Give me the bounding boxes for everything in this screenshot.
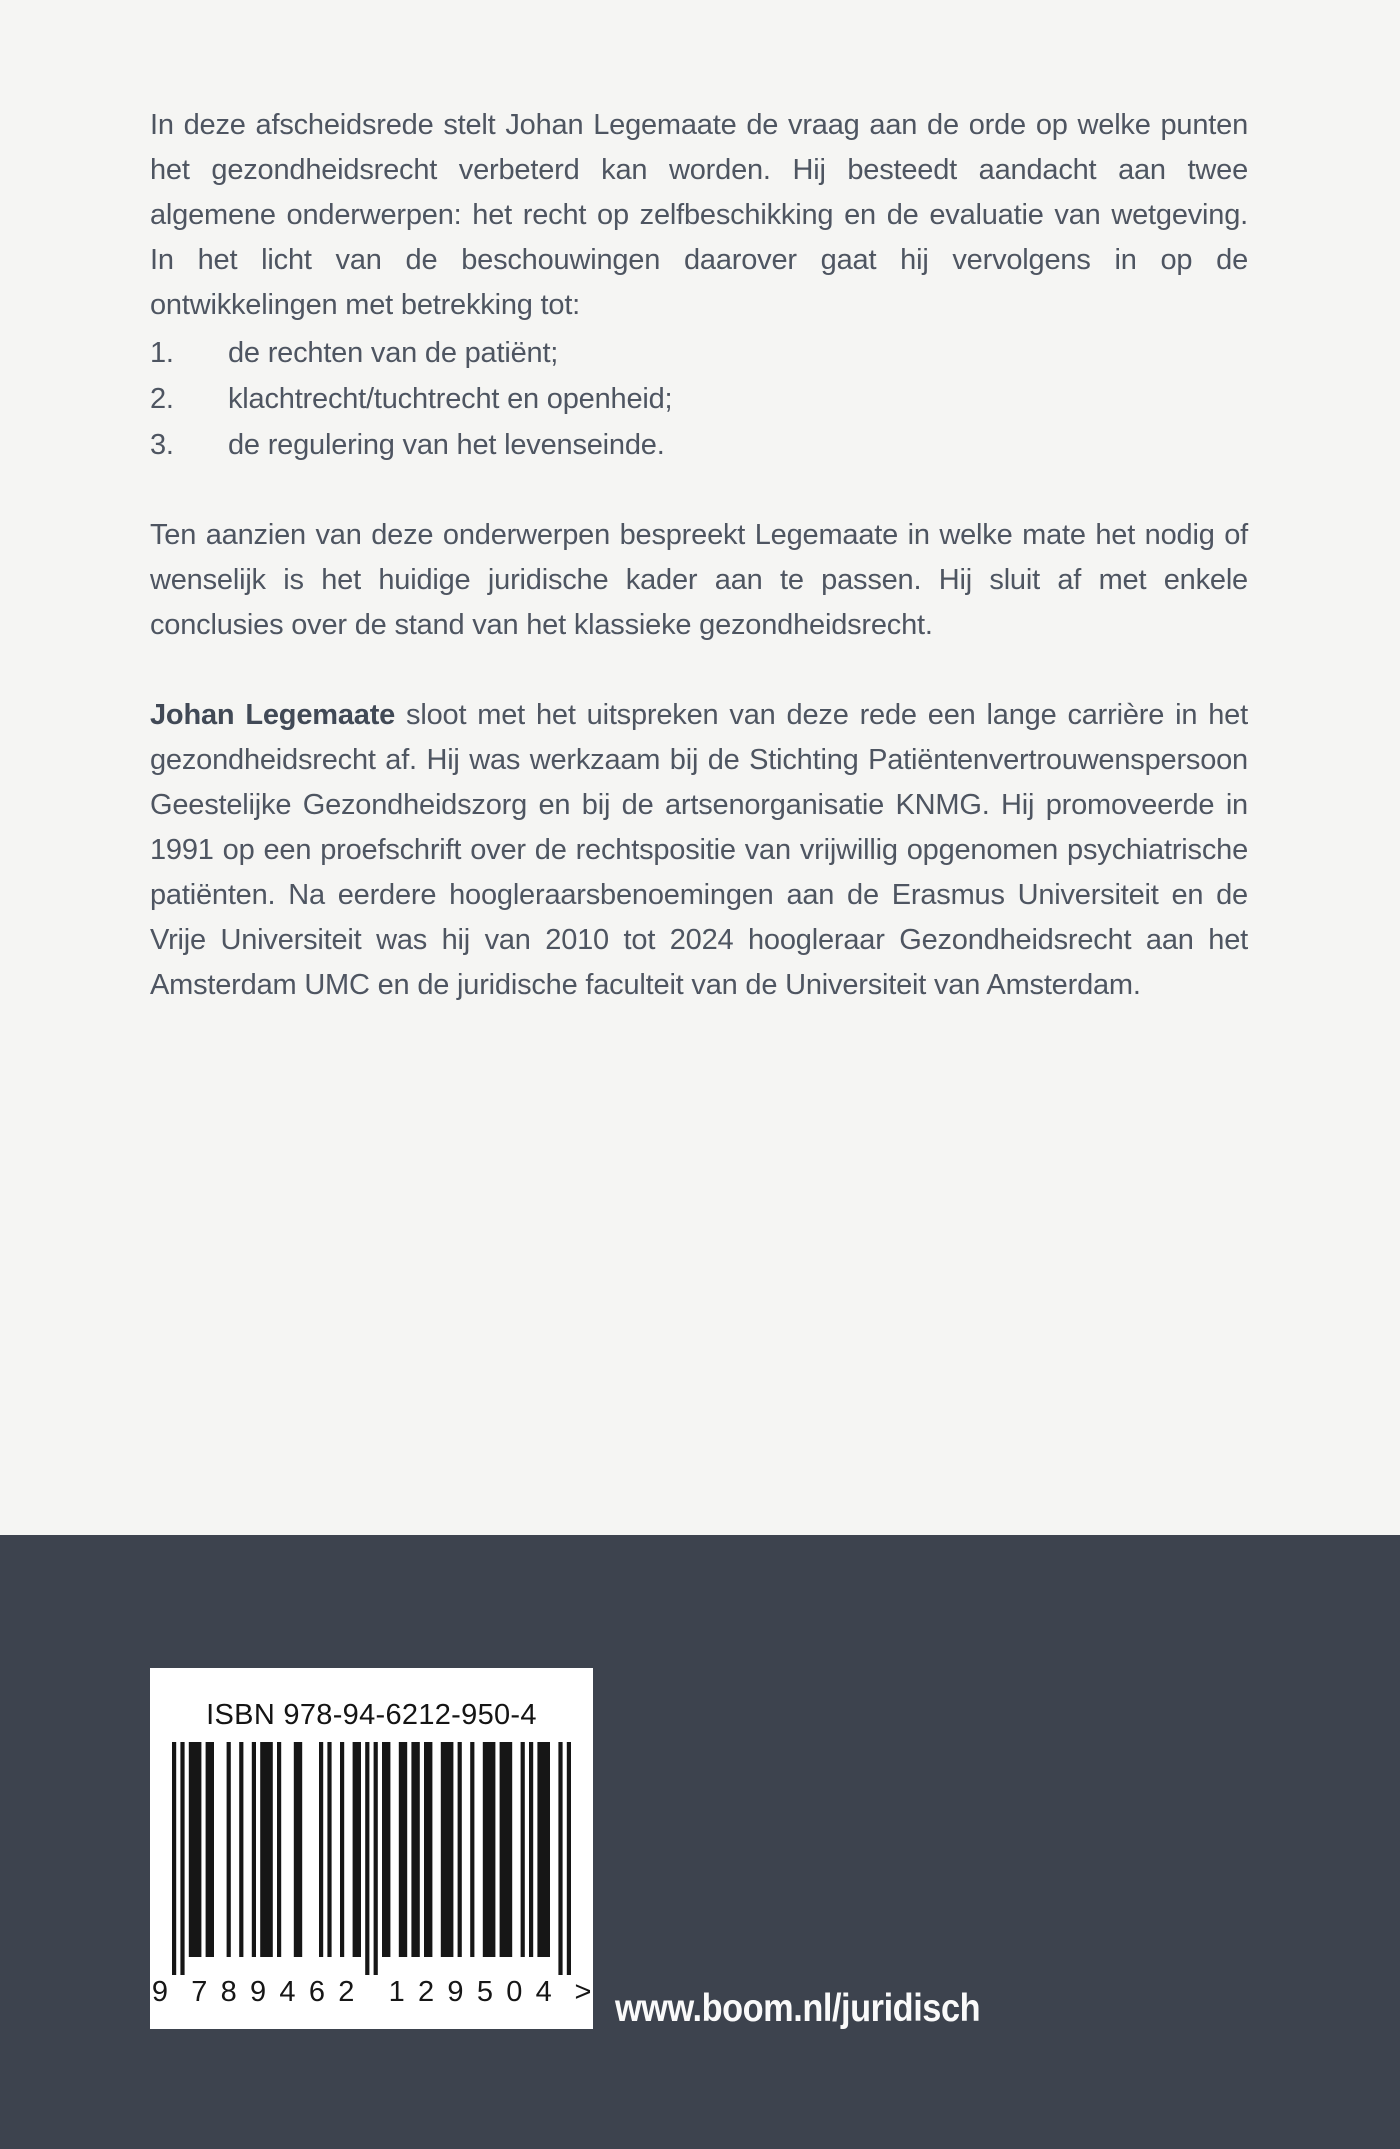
svg-text:5: 5 bbox=[476, 1976, 493, 2008]
svg-text:0: 0 bbox=[506, 1976, 523, 2008]
svg-text:2: 2 bbox=[418, 1976, 435, 2008]
list-item-number: 2. bbox=[150, 383, 174, 415]
svg-text:1: 1 bbox=[388, 1976, 405, 2008]
ean13-barcode-icon bbox=[150, 1742, 593, 2008]
blurb-paragraph-3 bbox=[150, 693, 1248, 1008]
svg-text:2: 2 bbox=[338, 1976, 355, 2008]
list-item bbox=[150, 376, 1248, 422]
svg-text:4: 4 bbox=[535, 1976, 552, 2008]
list-item-text: de rechten van de patiënt; bbox=[228, 337, 559, 369]
list-item-number: 3. bbox=[150, 429, 174, 461]
svg-text:6: 6 bbox=[308, 1976, 325, 2008]
list-item bbox=[150, 330, 1248, 376]
svg-text:9: 9 bbox=[250, 1976, 267, 2008]
svg-text:8: 8 bbox=[220, 1976, 237, 2008]
list-item-number: 1. bbox=[150, 337, 174, 369]
author-name: Johan Legemaate bbox=[150, 699, 396, 731]
svg-text:9: 9 bbox=[151, 1976, 169, 2008]
blurb-section bbox=[150, 103, 1248, 1053]
list-item bbox=[150, 422, 1248, 468]
topics-list bbox=[150, 330, 1248, 468]
publisher-url: www.boom.nl/juridisch bbox=[615, 1987, 981, 2030]
blurb-paragraph-2: Ten aanzien van deze onderwerpen bespreekt Legemaate in welke mate het nodig of wenselijk is het huidige juridische kader aan te passen. Hij sluit af met enkele conclusies over de stand van het klassieke gezondheidsrecht. bbox=[150, 519, 1248, 641]
svg-text:9: 9 bbox=[447, 1976, 464, 2008]
list-item-text: klachtrecht/tuchtrecht en openheid; bbox=[228, 383, 673, 415]
svg-text:>: > bbox=[574, 1976, 592, 2008]
svg-text:7: 7 bbox=[191, 1976, 208, 2008]
author-bio: sloot met het uitspreken van deze rede een lange carrière in het gezondheidsrecht af. Hij was werkzaam bij de Stichting Patiëntenvertrouwenspersoon Geestelijke Gezondheidszorg en bij de artsenorganisatie KNMG. Hij promoveerde in 1991 op een proefschrift over de rechtspositie van vrijwillig opgenomen psychiatrische patiënten. Na eerdere hoogleraarsbenoemingen aan de Erasmus Universiteit en de Vrije Universiteit was hij van 2010 tot 2024 hoogleraar Gezondheidsrecht aan het Amsterdam UMC en de juridische faculteit van de Universiteit van Amsterdam. bbox=[150, 699, 1248, 1001]
isbn-label: ISBN 978-94-6212-950-4 bbox=[206, 1699, 537, 1731]
blurb-paragraph-1: In deze afscheidsrede stelt Johan Legemaate de vraag aan de orde op welke punten het gezondheidsrecht verbeterd kan worden. Hij besteedt aandacht aan twee algemene onderwerpen: het recht op zelfbeschikking en de evaluatie van wetgeving. In het licht van de beschouwingen daarover gaat hij vervolgens in op de ontwikkelingen met betrekking tot: bbox=[150, 109, 1248, 321]
footer-band bbox=[0, 1535, 1400, 2149]
list-item-text: de regulering van het levenseinde. bbox=[228, 429, 665, 461]
isbn-barcode-box bbox=[150, 1668, 593, 2029]
svg-text:4: 4 bbox=[279, 1976, 296, 2008]
